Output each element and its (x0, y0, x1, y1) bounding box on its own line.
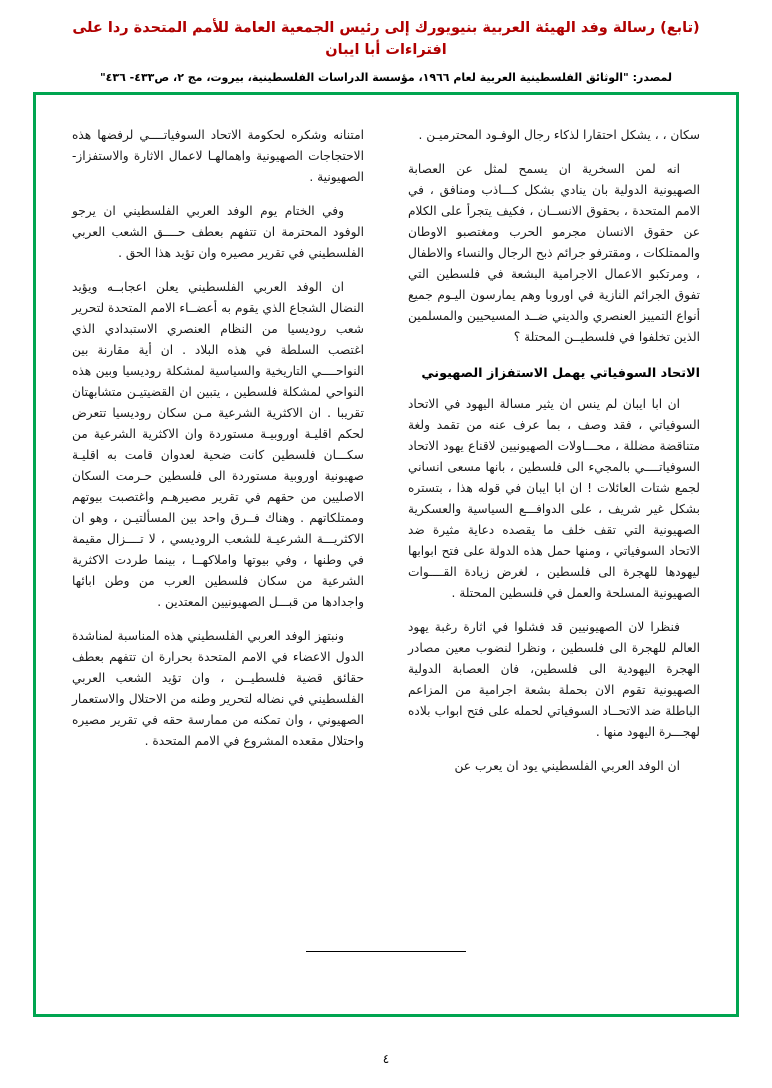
paragraph: امتنانه وشكره لحكومة الاتحاد السوفياتــــي لرفضها هذه الاحتجاجات الصهيونية واهمالهـا لاعمال الاثارة والاستفزاز-الصهيونية . (72, 128, 364, 184)
paragraph: وفي الختام يوم الوفد العربي الفلسطيني ان يرجو الوفود المحترمة ان تتفهم بعطف حــــق الشعب العربي الفلسطيني في تقرير مصيره وان تؤيد هذا الحق . (72, 203, 364, 260)
paragraph: ان ابا ايبان لم ينس ان يثير مسالة اليهود في الاتحاد السوفياتي ، فقد وصف ، بما عرف عنه من تقمد ولغة متناقضة مضللة ، محـــاولات الصهيونيين لاقناع يهود الاتحاد السوفياتــــي بالمجيء الى فلسطين ، بانها مسعى انساني لجمع شتات العائلات ! ان ابا ايبان في قوله هذا ، بتستره بشكل غير شريف ، على الدوافـــع السياسية والعسكرية الصهيونية التي تقف خلف ما يقصده دعاية مثيرة ضد الاتحاد السوفياتي ، ومنها حمل هذه الدولة على فتح ابوابها ليهودها للهجرة الى فلسطين ، لغرض زيادة القــــوات الصهيونية المسلحة والعمل في فلسطين المحتلة . (408, 397, 700, 601)
page-title: (تابع) رسالة وفد الهيئة العربية بنيويورك إلى رئيس الجمعية العامة للأمم المتحدة ردا على افتراءات أبا ايبان (72, 20, 700, 58)
paragraph: فنظرا لان الصهيونيين قد فشلوا في اثارة رغبة يهود العالم للهجرة الى فلسطين ، ونظرا لنضوب معين مصادر الهجرة اليهودية الى فلسطين، فان العصابة الدولية الصهيونية تقوم الان بحملة بشعة اجرامية من المزاعم الباطلة ضد الاتحــاد السوفياتي لحمله على فتح ابواب بلاده لهجـــرة اليهود منها . (408, 620, 700, 740)
column-left (72, 125, 386, 1014)
paragraph: ونبتهز الوفد العربي الفلسطيني هذه المناسبة لمناشدة الدول الاعضاء في الامم المتحدة بحرارة ان تتفهم بعطف حقائق قضية فلسطيــن ، وان تؤيد الشعب العربي الفلسطيني في نضاله لتحرير وطنه من الاحتلال والاستعمار الصهيوني ، وان تمكنه من ممارسة حقه في تقرير مصيره واحتلال مقعده المشروع في الامم المتحدة . (72, 628, 364, 748)
document-header (0, 0, 772, 86)
paragraph: انه لمن السخرية ان يسمح لمثل عن العصابة الصهيونية الدولية بان ينادي بشكل كـــاذب ومنافق ، في الامم المتحدة ، بحقوق الانســان ، فكيف يتجرأ على الكلام عن حقوق الانسان مجرمو الحرب ومغتصبو الاوطان والممتلكات ، ومقترفو جرائم ذبح الرجال والنساء والاطفال ، ومرتكبو الاعمال الاجرامية البشعة في فلسطين التي تفوق الجرائم النازية في اوروبا وهم يمارسون اليـوم جميع أنواع التمييز العنصري والديني ضــد المسيحيين والمسلمين الذين تخلفوا في فلسطيــن المحتلة ؟ (408, 161, 700, 344)
footer-divider (36, 951, 736, 952)
column-right (386, 125, 700, 1014)
paragraph: ان الوفد العربي الفلسطيني يعلن اعجابــه ويؤيد النضال الشجاع الذي يقوم به أعضــاء الامم المتحدة لتحرير شعب روديسيا من النظام العنصري الاستبدادي الذي اغتصب السلطة في هذه البلاد . ان أية مقارنة بين النواحــــي التاريخية والسياسية لمشكلة روديسيا وبين هذه النواحي لمشكلة فلسطين ، يتبين ان القضيتيـن متشابهتان تقريبا . ان الاكثرية الشرعية مـن سكان روديسيا تتعرض لحكم اقليـة اوروبيـة مستوردة وان الاكثرية الشرعية من سكـــان فلسطين كانت ضحية لعدوان قامت به اقليـة صهيونية اوروبية مستوردة الى فلسطين حـرمت السكان الاصليين من حقهم في تقرير مصيرهـم واغتصبت بيوتهم وممتلكاتهم . وهناك فــرق واحد بين المسألتيـن ، وهو ان الاكثريـــة الشرعيـة للشعب الروديسي ، لا تــــزال مقيمة في وطنها ، وفي بيوتها واملاكهــا ، بينما طردت الاكثرية الشرعية من سكان فلسطين العرب من وطن ابائها واجدادها من قبـــل الصهيونيين المعتدين . (72, 279, 364, 609)
content-frame (33, 92, 739, 1017)
source-citation: لمصدر: "الوثائق الفلسطينية العربية لعام ١٩٦٦، مؤسسة الدراسات الفلسطينية، بيروت، مج ٢، ص٤٣٣- ٤٣٦" (99, 70, 673, 84)
paragraph: ان الوفد العربي الفلسطيني يود ان يعرب عن (454, 759, 680, 774)
two-column-body (36, 95, 736, 1014)
section-subheading: الاتحاد السوفياتي يهمل الاستفزاز الصهيوني (421, 365, 700, 381)
paragraph: سكان ، ، يشكل احتقارا لذكاء رجال الوفـود المحترميـن . (418, 128, 700, 142)
page-number: ٤ (382, 1052, 390, 1066)
